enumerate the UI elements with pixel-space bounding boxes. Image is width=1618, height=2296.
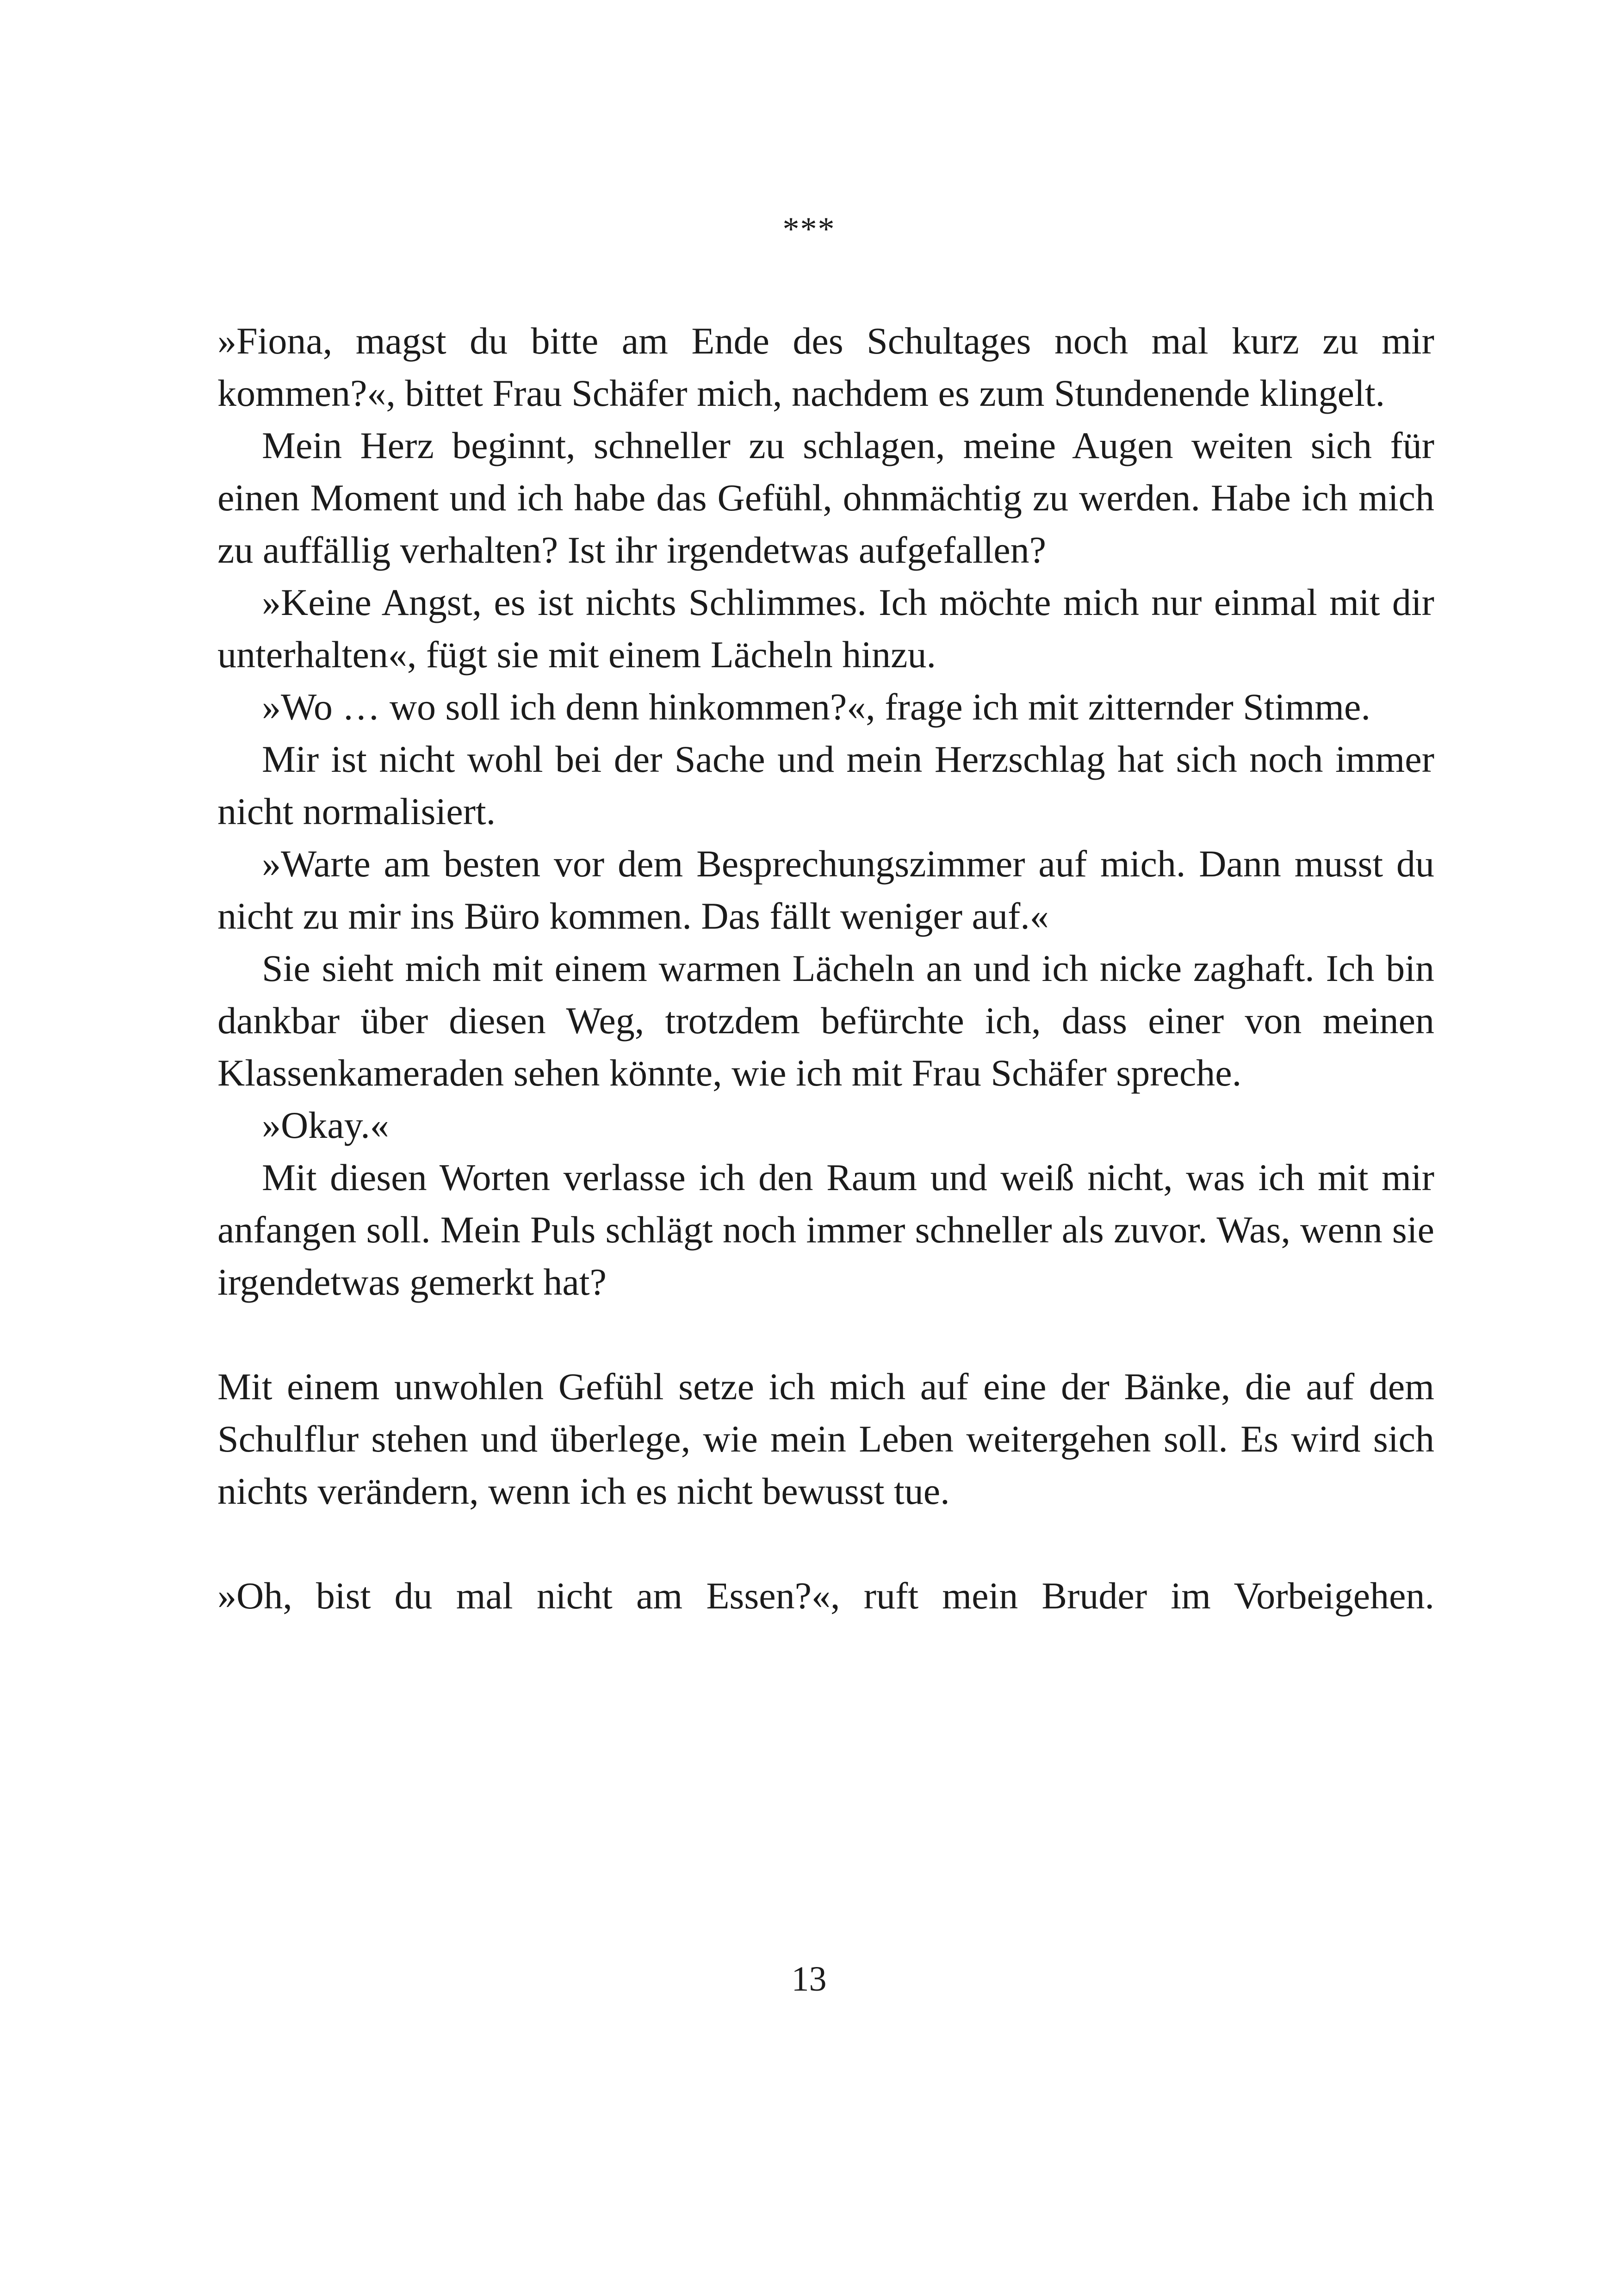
paragraph: »Okay.« — [262, 1104, 389, 1146]
paragraph: Sie sieht mich mit einem warmen Lächeln an und ich nicke zaghaft. Ich bin dankbar über diesen Weg, trotzdem befürchte ich, dass einer von meinen Klassenkameraden sehen könnte, wie ich mit Frau Schäfer spreche. — [217, 947, 1434, 1094]
paragraph: »Warte am besten vor dem Besprechungszimmer auf mich. Dann musst du nicht zu mir ins Büro kommen. Das fällt weniger auf.« — [217, 843, 1434, 937]
paragraph: »Fiona, magst du bitte am Ende des Schultages noch mal kurz zu mir kommen?«, bittet Frau Schäfer mich, nachdem es zum Stundenende klingelt. — [217, 320, 1434, 414]
scene-break: *** — [782, 211, 836, 248]
paragraph: Mir ist nicht wohl bei der Sache und mein Herzschlag hat sich noch immer nicht normalisiert. — [217, 738, 1434, 832]
paragraph: Mit diesen Worten verlasse ich den Raum und weiß nicht, was ich mit mir anfangen soll. Mein Puls schlägt noch immer schneller als zuvor. Was, wenn sie irgendetwas gemerkt hat? — [217, 1156, 1434, 1303]
paragraph: »Keine Angst, es ist nichts Schlimmes. Ich möchte mich nur einmal mit dir unterhalten«, fügt sie mit einem Lächeln hinzu. — [217, 581, 1434, 676]
body-text — [217, 315, 1434, 1622]
paragraph: »Oh, bist du mal nicht am Essen?«, ruft mein Bruder im Vorbeigehen. — [217, 1575, 1434, 1617]
page-number: 13 — [791, 1960, 827, 1998]
paragraph: »Wo … wo soll ich denn hinkommen?«, frage ich mit zitternder Stimme. — [262, 686, 1370, 728]
paragraph: Mein Herz beginnt, schneller zu schlagen, meine Augen weiten sich für einen Moment und ich habe das Gefühl, ohnmächtig zu werden. Habe ich mich zu auffällig verhalten? Ist ihr irgendetwas aufgefallen? — [217, 424, 1434, 571]
paragraph: Mit einem unwohlen Gefühl setze ich mich auf eine der Bänke, die auf dem Schulflur stehen und überlege, wie mein Leben weitergehen soll. Es wird sich nichts verändern, wenn ich es nicht bewusst tue. — [217, 1365, 1434, 1512]
